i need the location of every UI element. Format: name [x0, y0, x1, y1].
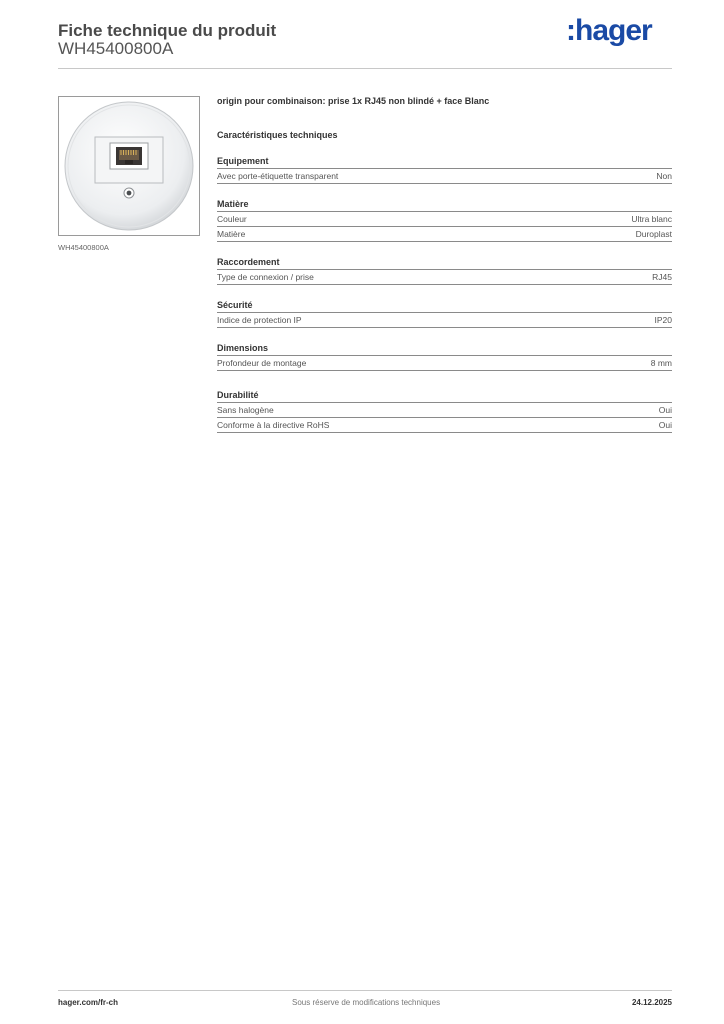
section-dimensions [217, 342, 672, 371]
section-title: Raccordement [217, 256, 672, 270]
spec-row [217, 227, 672, 242]
section-raccordement [217, 256, 672, 285]
spec-value: Non [656, 171, 672, 181]
section-durabilite [217, 389, 672, 433]
footer-website: hager.com/fr-ch [58, 998, 119, 1007]
spec-row [217, 270, 672, 285]
spec-label: Profondeur de montage [217, 358, 307, 368]
spec-value: Oui [658, 420, 672, 430]
spec-row [217, 313, 672, 328]
spec-label: Avec porte-étiquette transparent [217, 171, 339, 181]
spec-value: Oui [658, 405, 672, 415]
spec-value: RJ45 [652, 272, 672, 282]
spec-label: Indice de protection IP [217, 315, 302, 325]
spec-value: IP20 [654, 315, 672, 325]
document-title: Fiche technique du produit [58, 21, 277, 40]
product-details [217, 96, 672, 433]
section-title: Sécurité [217, 299, 672, 313]
spec-label: Couleur [217, 214, 247, 224]
spec-label: Conforme à la directive RoHS [217, 420, 330, 430]
spec-row [217, 403, 672, 418]
section-title: Durabilité [217, 389, 672, 403]
section-title: Matière [217, 198, 672, 212]
spec-row [217, 212, 672, 227]
section-equipement [217, 155, 672, 184]
hager-logo: :hager [566, 14, 652, 47]
spec-value: Ultra blanc [631, 214, 672, 224]
section-title: Equipement [217, 155, 672, 169]
section-title: Dimensions [217, 342, 672, 356]
image-caption: WH45400800A [58, 243, 109, 252]
product-image [58, 96, 200, 236]
spec-value: Duroplast [635, 229, 672, 239]
section-matiere [217, 198, 672, 242]
spec-label: Type de connexion / prise [217, 272, 314, 282]
product-code: WH45400800A [58, 39, 174, 58]
product-description: origin pour combinaison: prise 1x RJ45 non blindé + face Blanc [217, 96, 490, 106]
spec-label: Sans halogène [217, 405, 274, 415]
spec-row [217, 418, 672, 433]
footer-notice: Sous réserve de modifications techniques [292, 998, 441, 1007]
header-divider [58, 68, 672, 69]
technical-characteristics-heading: Caractéristiques techniques [217, 130, 338, 140]
footer-divider [58, 990, 672, 991]
footer-date: 24.12.2025 [631, 998, 672, 1007]
spec-row [217, 356, 672, 371]
spec-label: Matière [217, 229, 246, 239]
section-securite [217, 299, 672, 328]
spec-value: 8 mm [650, 358, 672, 368]
socket-outlet-illustration [59, 97, 199, 235]
spec-row [217, 169, 672, 184]
